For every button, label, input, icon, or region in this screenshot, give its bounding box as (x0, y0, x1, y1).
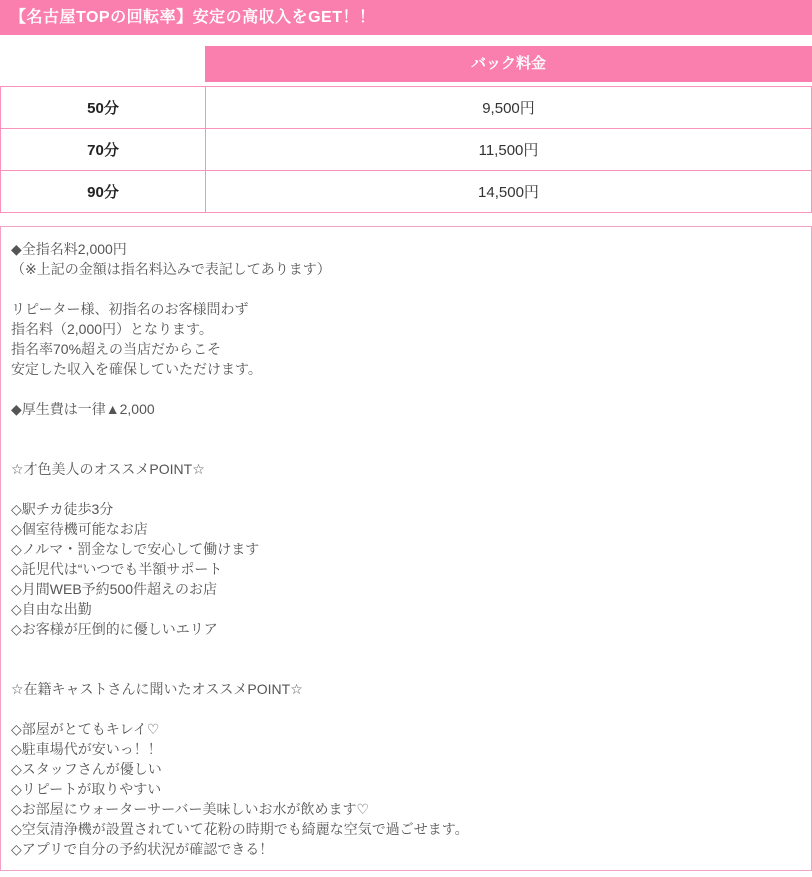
detail-line: ◇お部屋にウォーターサーバー美味しいお水が飲めます♡ (11, 801, 370, 817)
detail-line: ◆全指名料2,000円 (11, 241, 127, 257)
price-cell: 14,500円 (206, 171, 812, 213)
detail-line (11, 659, 801, 679)
back-fee-header-cell: バック料金 (205, 46, 812, 82)
detail-line: （※上記の金額は指名料込みで表記してあります） (11, 261, 331, 277)
page-title: 【名古屋TOPの回転率】安定の高収入をGET！！ (10, 9, 376, 26)
detail-line: ◇自由な出勤 (11, 601, 92, 617)
detail-line: ◇スタッフさんが優しい (11, 761, 162, 777)
price-cell: 9,500円 (206, 87, 812, 129)
detail-line: ◆厚生費は一律▲2,000 (11, 401, 155, 417)
detail-line: ◇託児代は“いつでも半額サポート (11, 561, 223, 577)
detail-line (11, 639, 801, 659)
duration-cell: 70分 (1, 129, 206, 171)
detail-line (11, 279, 801, 299)
detail-line: 指名料（2,000円）となります。 (11, 321, 213, 337)
detail-line: ◇アプリで自分の予約状況が確認できる！ (11, 841, 274, 857)
details-box (0, 226, 812, 871)
detail-line (11, 419, 801, 439)
detail-line: ◇空気清浄機が設置されていて花粉の時期でも綺麗な空気で過ごせます。 (11, 821, 469, 837)
price-table (0, 86, 812, 213)
detail-line: ◇個室待機可能なお店 (11, 521, 148, 537)
table-row (1, 87, 812, 129)
duration-cell: 50分 (1, 87, 206, 129)
page-title-bar (0, 0, 812, 35)
detail-line: リピーター様、初指名のお客様問わず (11, 301, 249, 317)
detail-line: ◇リピートが取りやすい (11, 781, 162, 797)
detail-line (11, 439, 801, 459)
detail-line: ☆在籍キャストさんに聞いたオススメPOINT☆ (11, 681, 303, 697)
price-table-header-row (0, 46, 812, 82)
detail-line: ◇お客様が圧倒的に優しいエリア (11, 621, 218, 637)
duration-cell: 90分 (1, 171, 206, 213)
detail-line: ◇月間WEB予約500件超えのお店 (11, 581, 218, 597)
table-row (1, 129, 812, 171)
detail-line: ◇駐車場代が安いっ！！ (11, 741, 162, 757)
detail-line: 指名率70%超えの当店だからこそ (11, 341, 222, 357)
detail-line (11, 479, 801, 499)
detail-line: ☆才色美人のオススメPOINT☆ (11, 461, 205, 477)
detail-line: ◇駅チカ徒歩3分 (11, 501, 114, 517)
detail-line (11, 379, 801, 399)
detail-line: 安定した収入を確保していただけます。 (11, 361, 262, 377)
detail-line: ◇部屋がとてもキレイ♡ (11, 721, 160, 737)
price-table-header-spacer (0, 46, 205, 82)
table-row (1, 171, 812, 213)
price-cell: 11,500円 (206, 129, 812, 171)
detail-line (11, 699, 801, 719)
detail-line: ◇ノルマ・罰金なしで安心して働けます (11, 541, 260, 557)
